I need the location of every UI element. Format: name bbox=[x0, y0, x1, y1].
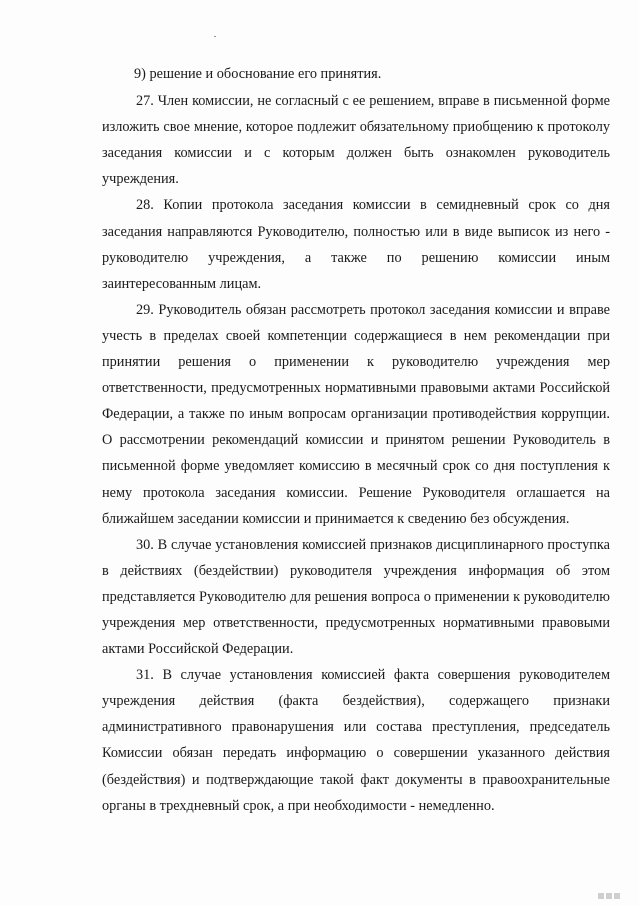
list-item-9: 9) решение и обоснование его принятия. bbox=[134, 66, 382, 82]
paragraph-28: 28. Копии протокола заседания комиссии в семидневный срок со дня заседания направляются Руководителю, полностью или в виде выписок из него - руководителю учреждения, а также по решению комиссии иным заинтересованным лицам. bbox=[102, 197, 610, 292]
scan-artifact-corner bbox=[598, 893, 620, 899]
scan-artifact bbox=[214, 36, 216, 37]
paragraph-30: 30. В случае установления комиссией признаков дисциплинарного проступка в действиях (бездействии) руководителя учреждения информация об этом представляется Руководителю для решения вопроса о применении к руководителю учреждения мер ответственности, предусмотренных нормативными правовыми актами Российской Федерации. bbox=[102, 536, 610, 658]
paragraph-27: 27. Член комиссии, не согласный с ее решением, вправе в письменной форме изложить свое мнение, которое подлежит обязательному приобщению к протоколу заседания комиссии и с которым должен быть ознакомлен руководитель учреждения. bbox=[102, 93, 610, 188]
paragraph-29: 29. Руководитель обязан рассмотреть протокол заседания комиссии и вправе учесть в пределах своей компетенции содержащиеся в нем рекомендации при принятии решения о применении к руководителю учреждения мер ответственности, предусмотренных нормативными правовыми актами Российской Федерации, а также по иным вопросам организации противодействия коррупции. О рассмотрении рекомендаций комиссии и принятом решении Руководитель в письменной форме уведомляет комиссию в месячный срок со дня поступления к нему протокола заседания комиссии. Решение Руководителя оглашается на ближайшем заседании комиссии и принимается к сведению без обсуждения. bbox=[102, 301, 610, 527]
document-body bbox=[102, 61, 610, 819]
paragraph-31: 31. В случае установления комиссией факта совершения руководителем учреждения действия (факта бездействия), содержащего признаки административного правонарушения или состава преступления, председатель Комиссии обязан передать информацию о совершении указанного действия (бездействия) и подтверждающие такой факт документы в правоохранительные органы в трехдневный срок, а при необходимости - немедленно. bbox=[102, 667, 610, 814]
